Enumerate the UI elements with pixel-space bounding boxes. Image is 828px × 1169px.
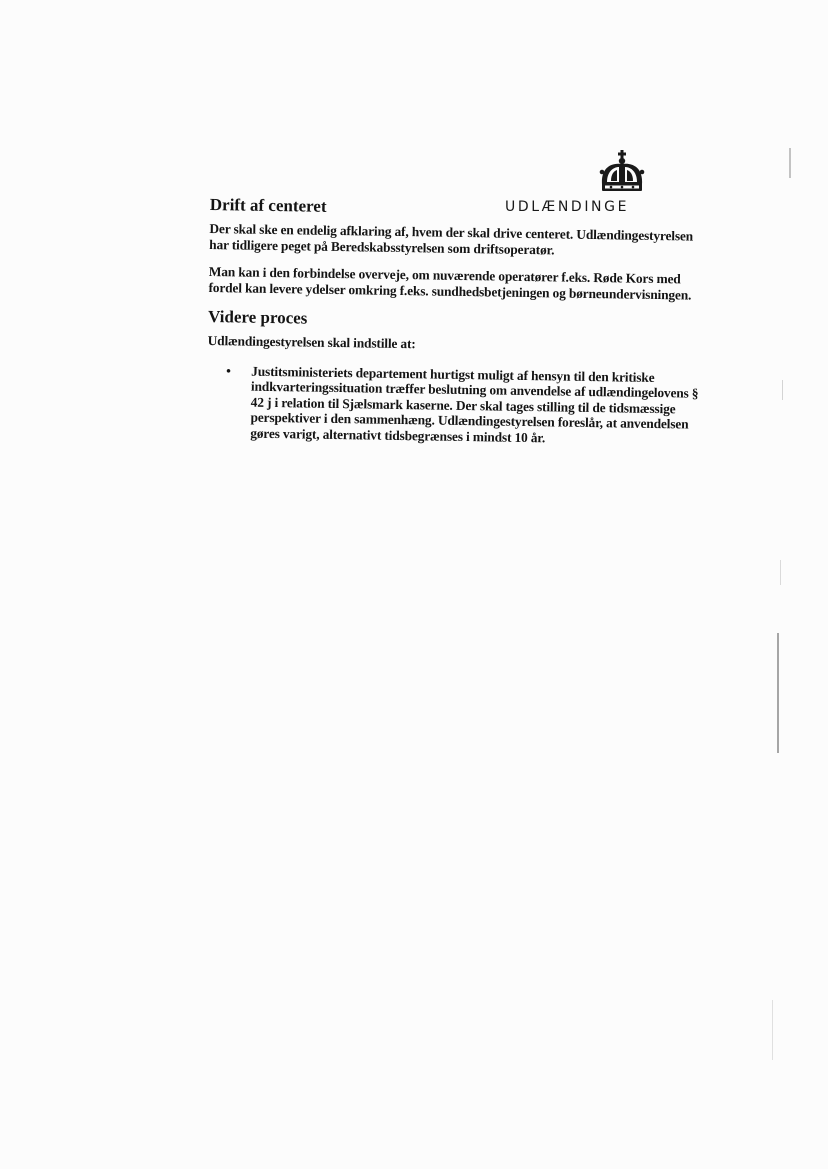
section-heading-operations: Drift af centeret: [209, 195, 327, 216]
document-body: [206, 195, 710, 448]
section-heading-further-process: Videre proces: [207, 306, 308, 328]
scan-artifact-line: [782, 380, 783, 400]
crown-icon: [597, 150, 647, 194]
scan-artifact-line: [789, 148, 791, 178]
list-item-text: Justitsministeriets departement hurtigst muligt af hensyn til den kritiske indkvarteringssituation træffer beslutning om anvendelse af udlændingelovens § 42 j i relation til Sjælsmark kaserne. Der skal tages stilling til de tidsmæssige perspektiver i den sammenhæng. Udlændingestyrelsen foreslår, at anvendelsen gøres varigt, alternativt tidsbegrænses i mindst 10 år.: [250, 363, 699, 445]
scan-artifact-line: [772, 1000, 773, 1060]
logo-wordmark: UDLÆNDINGE: [505, 199, 630, 215]
paragraph: Man kan i den forbindelse overveje, om nuværende operatører f.eks. Røde Kors med fordel kan levere ydelser omkring f.eks. sundhedsbetjeningen og børneundervisningen.: [208, 263, 692, 303]
bullet-icon: •: [226, 362, 231, 378]
recommendation-list: [206, 362, 707, 447]
recommendation-lead: Udlændingestyrelsen skal indstille at:: [207, 332, 416, 352]
list-item: [226, 362, 707, 448]
scan-artifact-line: [780, 560, 781, 585]
paragraph: Der skal ske en endelig afklaring af, hvem der skal drive centeret. Udlændingestyrelsen har tidligere peget på Beredskabsstyrelsen som driftsoperatør.: [209, 220, 694, 257]
scan-artifact-line: [777, 633, 779, 753]
